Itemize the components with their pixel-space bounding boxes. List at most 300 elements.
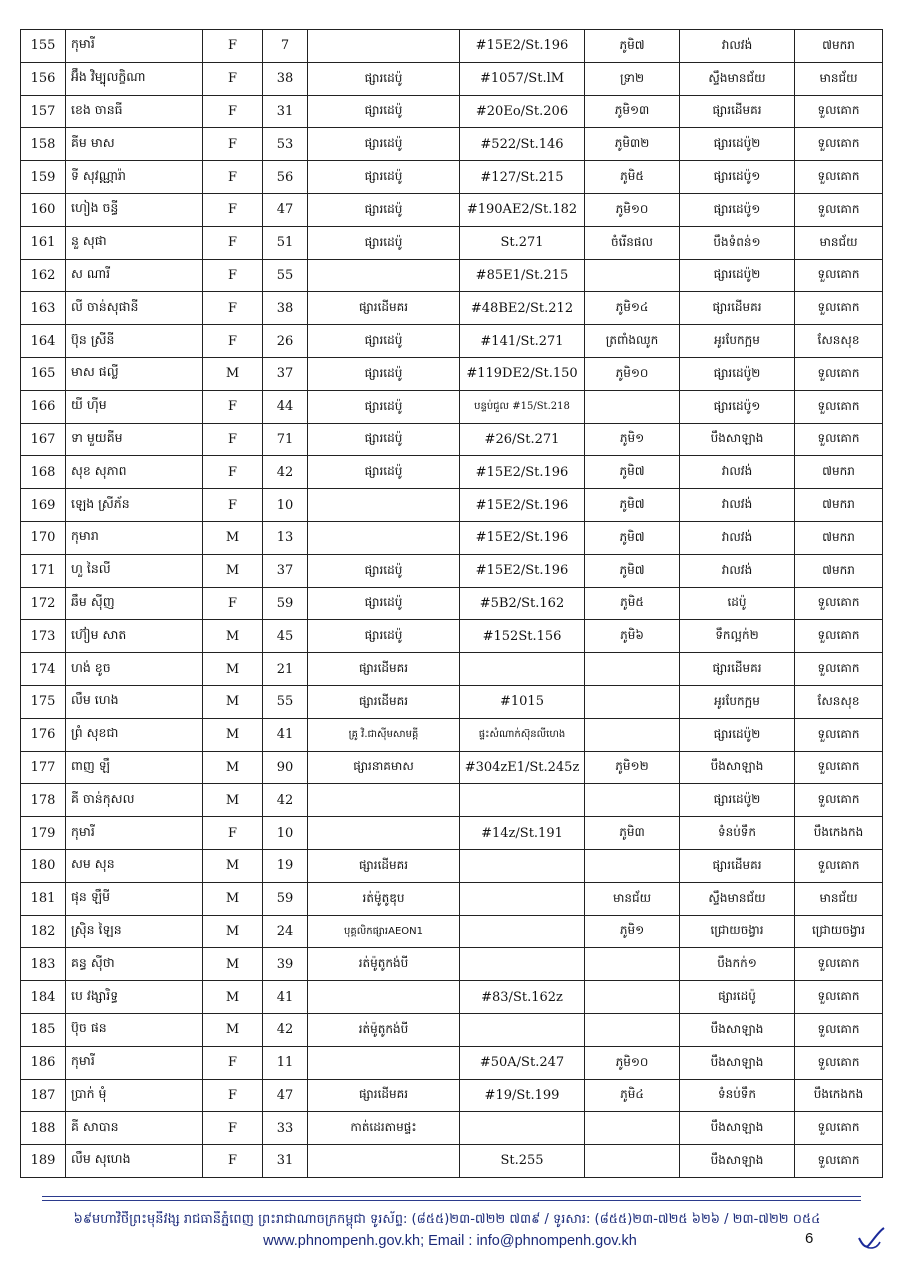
cell-sex: F: [203, 30, 263, 63]
table-row: [21, 653, 883, 686]
cell-name: នួ សុផា: [66, 226, 203, 259]
cell-name: ស ណារី: [66, 259, 203, 292]
cell-age: 47: [263, 1079, 308, 1112]
cell-occupation: កាត់ដេរតាមផ្ទះ: [308, 1112, 460, 1145]
cell-age: 47: [263, 193, 308, 226]
cell-village: មានជ័យ: [585, 882, 680, 915]
cell-khan: ៧មករា: [795, 30, 883, 63]
cell-address: #1057/St.lM: [460, 62, 585, 95]
cell-sex: M: [203, 521, 263, 554]
table-row: [21, 1013, 883, 1046]
table-row: [21, 423, 883, 456]
cell-village: ភូមិ១២: [585, 751, 680, 784]
cell-sangkat: ផ្សារដេប៉ូ២: [680, 718, 795, 751]
cell-name: ទា មួយគីម: [66, 423, 203, 456]
cell-khan: ទួលគោក: [795, 357, 883, 390]
cell-sangkat: ផ្សារដើមគរ: [680, 95, 795, 128]
cell-no: 188: [21, 1112, 66, 1145]
cell-occupation: ផ្សារដេប៉ូ: [308, 161, 460, 194]
cases-table: [20, 29, 883, 1178]
cell-sangkat: បឹងសាឡាង: [680, 1112, 795, 1145]
table-row: [21, 456, 883, 489]
cell-name: មាស ផល្លី: [66, 357, 203, 390]
cell-sangkat: បឹងសាឡាង: [680, 423, 795, 456]
cell-occupation: គ្រូ វិ.ជាស៊ីមសាមគ្គី: [308, 718, 460, 751]
cell-name: កុមារា: [66, 521, 203, 554]
cell-khan: ទួលគោក: [795, 95, 883, 128]
cell-sangkat: ទឹកល្អក់២: [680, 620, 795, 653]
cell-khan: ៧មករា: [795, 521, 883, 554]
cell-occupation: រត់ម៉ូតូកង់បី: [308, 1013, 460, 1046]
cell-name: កុមារី: [66, 817, 203, 850]
cell-name: បេ វង្សារិទ្ធ: [66, 981, 203, 1014]
footer-web-email: www.phnompenh.gov.kh; Email : info@phnompenh.gov.kh: [263, 1233, 637, 1249]
cell-sex: M: [203, 718, 263, 751]
cell-address: [460, 882, 585, 915]
table-row: [21, 620, 883, 653]
cell-khan: ទួលគោក: [795, 161, 883, 194]
cell-sangkat: បឹងកក់១: [680, 948, 795, 981]
cell-occupation: ផ្សារដេប៉ូ: [308, 128, 460, 161]
cell-no: 182: [21, 915, 66, 948]
cell-khan: បឹងកេងកង: [795, 1079, 883, 1112]
cell-village: ចំរើនផល: [585, 226, 680, 259]
cell-address: #119DE2/St.150: [460, 357, 585, 390]
cell-name: សុខ សុភាព: [66, 456, 203, 489]
cell-no: 155: [21, 30, 66, 63]
cell-village: [585, 1145, 680, 1178]
cell-no: 176: [21, 718, 66, 751]
cell-khan: ទួលគោក: [795, 751, 883, 784]
cell-sex: F: [203, 1145, 263, 1178]
cell-sex: F: [203, 817, 263, 850]
cell-address: #15E2/St.196: [460, 554, 585, 587]
cell-village: [585, 1013, 680, 1046]
cell-village: [585, 784, 680, 817]
cell-no: 168: [21, 456, 66, 489]
cell-sangkat: ផ្សារដើមគរ: [680, 292, 795, 325]
cell-village: ភូមិ៧: [585, 489, 680, 522]
cell-no: 185: [21, 1013, 66, 1046]
cell-sangkat: ផ្សារដេប៉ូ២: [680, 784, 795, 817]
footer-divider: [42, 1196, 861, 1197]
table-row: [21, 784, 883, 817]
cell-no: 158: [21, 128, 66, 161]
cell-occupation: ផ្សារដេប៉ូ: [308, 95, 460, 128]
cell-khan: មានជ័យ: [795, 226, 883, 259]
cell-age: 33: [263, 1112, 308, 1145]
cell-name: ហង់ ខូច: [66, 653, 203, 686]
cell-village: ភូមិ១: [585, 915, 680, 948]
cell-village: [585, 685, 680, 718]
cell-name: ប៊ុន ស្រីនី: [66, 325, 203, 358]
cell-age: 24: [263, 915, 308, 948]
cell-sex: F: [203, 95, 263, 128]
cell-occupation: ផ្សារដើមគរ: [308, 1079, 460, 1112]
cell-village: ត្រពាំងឈូក: [585, 325, 680, 358]
table-row: [21, 1145, 883, 1178]
cell-village: [585, 259, 680, 292]
cell-village: [585, 653, 680, 686]
cell-age: 42: [263, 784, 308, 817]
cell-occupation: ផ្សារដេប៉ូ: [308, 226, 460, 259]
cell-khan: ទួលគោក: [795, 981, 883, 1014]
cell-sangkat: វាលវង់: [680, 30, 795, 63]
cell-occupation: [308, 259, 460, 292]
cell-no: 167: [21, 423, 66, 456]
cell-khan: ទួលគោក: [795, 193, 883, 226]
cell-khan: មានជ័យ: [795, 882, 883, 915]
cell-name: ទី សុវណ្ណារ៉ា: [66, 161, 203, 194]
cell-name: គី ចាន់កុសល: [66, 784, 203, 817]
footer-address: ៦៩មហាវិថីព្រះមុនីវង្ស រាជធានីភ្នំពេញ ព្រះរាជាណាចក្រកម្ពុជា ទូរស័ព្ទ: (៨៥៥)២៣-៧២២ ៧៣៩ / ទូរសារ: (៨៥៥)២៣-៧២៥ ៦២៦ / ២៣-៧២២ ០៥៤: [73, 1212, 821, 1227]
cell-sex: F: [203, 325, 263, 358]
cell-age: 59: [263, 587, 308, 620]
cell-age: 31: [263, 1145, 308, 1178]
cell-khan: ទួលគោក: [795, 849, 883, 882]
cell-name: លឹម ហេង: [66, 685, 203, 718]
cell-sex: M: [203, 620, 263, 653]
cell-age: 44: [263, 390, 308, 423]
cell-sangkat: អូរបែកក្អម: [680, 685, 795, 718]
cell-sangkat: ផ្សារដេប៉ូ: [680, 981, 795, 1014]
table-row: [21, 325, 883, 358]
cell-khan: ៧មករា: [795, 456, 883, 489]
cell-address: #15E2/St.196: [460, 489, 585, 522]
cell-village: [585, 718, 680, 751]
cell-sangkat: បឹងសាឡាង: [680, 1013, 795, 1046]
cell-sangkat: ផ្សារដេប៉ូ២: [680, 259, 795, 292]
cell-no: 165: [21, 357, 66, 390]
cell-sex: M: [203, 1013, 263, 1046]
cell-no: 161: [21, 226, 66, 259]
cell-age: 53: [263, 128, 308, 161]
cell-village: ភូមិ១០: [585, 193, 680, 226]
cell-occupation: ផ្សារដេប៉ូ: [308, 193, 460, 226]
cell-name: ឡេង ស្រីភ័ន: [66, 489, 203, 522]
cell-sangkat: ផ្សារដេប៉ូ១: [680, 390, 795, 423]
cell-no: 183: [21, 948, 66, 981]
cell-khan: ទួលគោក: [795, 718, 883, 751]
cell-address: #85E1/St.215: [460, 259, 585, 292]
cell-khan: ទួលគោក: [795, 423, 883, 456]
cell-no: 177: [21, 751, 66, 784]
table-row: [21, 161, 883, 194]
table-row: [21, 1112, 883, 1145]
cell-village: ទ្រា២: [585, 62, 680, 95]
cell-village: ភូមិ១០: [585, 357, 680, 390]
page-number: 6: [805, 1230, 814, 1247]
table-row: [21, 981, 883, 1014]
cell-village: [585, 981, 680, 1014]
cell-khan: បឹងកេងកង: [795, 817, 883, 850]
cell-village: ភូមិ១: [585, 423, 680, 456]
cell-sangkat: វាលវង់: [680, 456, 795, 489]
cell-age: 41: [263, 718, 308, 751]
cell-occupation: បុគ្គលិកផ្សារAEON1: [308, 915, 460, 948]
cell-sex: F: [203, 1112, 263, 1145]
cell-age: 90: [263, 751, 308, 784]
footer-divider-thin: [42, 1200, 861, 1201]
cell-occupation: រត់ម៉ូតូកង់បី: [308, 948, 460, 981]
cell-occupation: ផ្សារដើមគរ: [308, 849, 460, 882]
cell-address: #15E2/St.196: [460, 521, 585, 554]
cell-name: គន្ធ ស៊ីថា: [66, 948, 203, 981]
cell-no: 164: [21, 325, 66, 358]
cell-name: ឆឹម ស៊ីញ: [66, 587, 203, 620]
cell-occupation: [308, 1046, 460, 1079]
cell-age: 55: [263, 685, 308, 718]
cell-khan: ទួលគោក: [795, 620, 883, 653]
cell-no: 156: [21, 62, 66, 95]
cell-khan: ទួលគោក: [795, 1013, 883, 1046]
cell-address: [460, 1112, 585, 1145]
cell-occupation: [308, 30, 460, 63]
table-row: [21, 817, 883, 850]
cell-village: ភូមិ៧: [585, 521, 680, 554]
cell-khan: ទួលគោក: [795, 292, 883, 325]
table-row: [21, 882, 883, 915]
cell-age: 21: [263, 653, 308, 686]
cell-name: ប៊ុច ផន: [66, 1013, 203, 1046]
cell-address: #83/St.162z: [460, 981, 585, 1014]
cell-sangkat: ផ្សារដើមគរ: [680, 653, 795, 686]
cell-village: ភូមិ៣២: [585, 128, 680, 161]
cell-sangkat: ផ្សារដេប៉ូ១: [680, 161, 795, 194]
cell-khan: ៧មករា: [795, 554, 883, 587]
cell-age: 55: [263, 259, 308, 292]
table-row: [21, 587, 883, 620]
cell-age: 11: [263, 1046, 308, 1079]
cell-sex: F: [203, 489, 263, 522]
cell-sangkat: វាលវង់: [680, 521, 795, 554]
cell-occupation: ផ្សារដើមគរ: [308, 653, 460, 686]
cell-address: បន្ទប់ជួល #15/St.218: [460, 390, 585, 423]
cell-sex: F: [203, 193, 263, 226]
cell-address: [460, 915, 585, 948]
cell-address: #19/St.199: [460, 1079, 585, 1112]
cell-sex: F: [203, 259, 263, 292]
cell-address: #127/St.215: [460, 161, 585, 194]
cell-age: 13: [263, 521, 308, 554]
cell-address: #522/St.146: [460, 128, 585, 161]
cell-occupation: ផ្សារដើមគរ: [308, 685, 460, 718]
cell-occupation: ផ្សារដេប៉ូ: [308, 423, 460, 456]
table-row: [21, 849, 883, 882]
cell-name: យី ហ៊ីម: [66, 390, 203, 423]
table-row: [21, 1046, 883, 1079]
cell-sex: M: [203, 653, 263, 686]
cell-khan: សែនសុខ: [795, 685, 883, 718]
cell-sex: F: [203, 390, 263, 423]
cell-village: ភូមិ៧: [585, 456, 680, 489]
cell-sangkat: ដេប៉ូ: [680, 587, 795, 620]
cell-village: ភូមិ៧: [585, 554, 680, 587]
cell-address: #190AE2/St.182: [460, 193, 585, 226]
cell-no: 173: [21, 620, 66, 653]
table-row: [21, 30, 883, 63]
cell-no: 181: [21, 882, 66, 915]
cell-no: 159: [21, 161, 66, 194]
cell-address: #20Eo/St.206: [460, 95, 585, 128]
table-row: [21, 521, 883, 554]
cell-address: #141/St.271: [460, 325, 585, 358]
cell-age: 45: [263, 620, 308, 653]
cell-village: [585, 1112, 680, 1145]
cell-sex: M: [203, 685, 263, 718]
cell-occupation: [308, 489, 460, 522]
cell-sangkat: ស្ទឹងមានជ័យ: [680, 882, 795, 915]
table-row: [21, 292, 883, 325]
cell-village: ភូមិ៤: [585, 1079, 680, 1112]
cell-age: 10: [263, 817, 308, 850]
cell-no: 180: [21, 849, 66, 882]
cell-khan: សែនសុខ: [795, 325, 883, 358]
cell-name: កុមារី: [66, 30, 203, 63]
cell-no: 160: [21, 193, 66, 226]
cell-sangkat: បឹងទំពន់១: [680, 226, 795, 259]
cell-khan: ទួលគោក: [795, 653, 883, 686]
cell-village: [585, 849, 680, 882]
cell-khan: ទួលគោក: [795, 948, 883, 981]
cell-occupation: ផ្សារដេប៉ូ: [308, 456, 460, 489]
table-body: [21, 30, 883, 1178]
cell-occupation: [308, 817, 460, 850]
table-row: [21, 128, 883, 161]
cell-address: [460, 1013, 585, 1046]
table-row: [21, 193, 883, 226]
table-row: [21, 390, 883, 423]
cell-sex: F: [203, 423, 263, 456]
cell-sangkat: ស្ទឹងមានជ័យ: [680, 62, 795, 95]
cell-no: 174: [21, 653, 66, 686]
cell-khan: ទួលគោក: [795, 128, 883, 161]
cell-khan: ទួលគោក: [795, 259, 883, 292]
cell-address: #304zE1/St.245z: [460, 751, 585, 784]
cell-no: 171: [21, 554, 66, 587]
cell-village: ភូមិ៦: [585, 620, 680, 653]
cell-name: ស្រ៊ិន ឡៃន: [66, 915, 203, 948]
cell-no: 172: [21, 587, 66, 620]
cell-occupation: ផ្សារដេប៉ូ: [308, 357, 460, 390]
cell-age: 71: [263, 423, 308, 456]
cell-sangkat: ផ្សារដេប៉ូ២: [680, 357, 795, 390]
cell-sex: F: [203, 292, 263, 325]
cell-age: 37: [263, 357, 308, 390]
cell-occupation: ផ្សារដេប៉ូ: [308, 325, 460, 358]
cell-village: ភូមិ៧: [585, 30, 680, 63]
cell-age: 37: [263, 554, 308, 587]
cell-sex: F: [203, 587, 263, 620]
cell-sex: M: [203, 981, 263, 1014]
cell-age: 42: [263, 456, 308, 489]
cell-address: #5B2/St.162: [460, 587, 585, 620]
cell-khan: ទួលគោក: [795, 390, 883, 423]
table-row: [21, 62, 883, 95]
cell-occupation: ផ្សារដេប៉ូ: [308, 390, 460, 423]
cell-no: 157: [21, 95, 66, 128]
cell-age: 56: [263, 161, 308, 194]
cell-village: ភូមិ៣: [585, 817, 680, 850]
cell-occupation: រត់ម៉ូតូឌុប: [308, 882, 460, 915]
cell-sangkat: ផ្សារដេប៉ូ១: [680, 193, 795, 226]
cell-address: #14z/St.191: [460, 817, 585, 850]
cell-sex: F: [203, 456, 263, 489]
cell-name: លឹម សុហេង: [66, 1145, 203, 1178]
table-row: [21, 915, 883, 948]
cell-name: ខេង ចានធី: [66, 95, 203, 128]
cell-address: ផ្ទះសំណាក់ស៊ុនលីហេង: [460, 718, 585, 751]
cell-age: 41: [263, 981, 308, 1014]
cell-address: #50A/St.247: [460, 1046, 585, 1079]
cell-sex: M: [203, 882, 263, 915]
cell-khan: ជ្រោយចង្វារ: [795, 915, 883, 948]
cell-village: ភូមិ១៤: [585, 292, 680, 325]
cell-sex: F: [203, 161, 263, 194]
table-row: [21, 554, 883, 587]
cell-age: 38: [263, 62, 308, 95]
cell-sangkat: ទំនប់ទឹក: [680, 817, 795, 850]
cell-address: St.255: [460, 1145, 585, 1178]
cell-village: [585, 948, 680, 981]
cell-name: សម សុន: [66, 849, 203, 882]
cell-address: [460, 948, 585, 981]
table-row: [21, 948, 883, 981]
cell-sangkat: ផ្សារដេប៉ូ២: [680, 128, 795, 161]
cell-village: ភូមិ៥: [585, 161, 680, 194]
cell-sangkat: វាលវង់: [680, 489, 795, 522]
cell-khan: ទួលគោក: [795, 1145, 883, 1178]
cell-name: គី សាបាន: [66, 1112, 203, 1145]
cell-no: 163: [21, 292, 66, 325]
cell-name: លី ចាន់សុផានី: [66, 292, 203, 325]
cell-sex: F: [203, 226, 263, 259]
cell-sex: M: [203, 849, 263, 882]
cell-occupation: ផ្សារដេប៉ូ: [308, 62, 460, 95]
cell-no: 187: [21, 1079, 66, 1112]
table-row: [21, 259, 883, 292]
cell-age: 51: [263, 226, 308, 259]
cell-no: 175: [21, 685, 66, 718]
table-row: [21, 718, 883, 751]
cell-sex: M: [203, 915, 263, 948]
cell-village: ភូមិ១០: [585, 1046, 680, 1079]
cell-khan: ទួលគោក: [795, 1046, 883, 1079]
cell-occupation: [308, 784, 460, 817]
cell-no: 179: [21, 817, 66, 850]
table-row: [21, 685, 883, 718]
cell-age: 42: [263, 1013, 308, 1046]
cell-name: អ៊ឹង វិម្បុលក្ខិណា: [66, 62, 203, 95]
cell-sex: M: [203, 751, 263, 784]
cell-khan: ទួលគោក: [795, 1112, 883, 1145]
table-row: [21, 357, 883, 390]
cell-occupation: ផ្សារនាគមាស: [308, 751, 460, 784]
cell-age: 10: [263, 489, 308, 522]
cell-occupation: [308, 521, 460, 554]
cell-name: ហួ នៃលី: [66, 554, 203, 587]
cell-village: [585, 390, 680, 423]
cell-village: ភូមិ១៣: [585, 95, 680, 128]
cell-khan: ៧មករា: [795, 489, 883, 522]
cell-address: #15E2/St.196: [460, 30, 585, 63]
table-row: [21, 226, 883, 259]
cell-no: 170: [21, 521, 66, 554]
cell-age: 59: [263, 882, 308, 915]
cell-sangkat: ជ្រោយចង្វារ: [680, 915, 795, 948]
cell-khan: មានជ័យ: [795, 62, 883, 95]
cell-age: 39: [263, 948, 308, 981]
